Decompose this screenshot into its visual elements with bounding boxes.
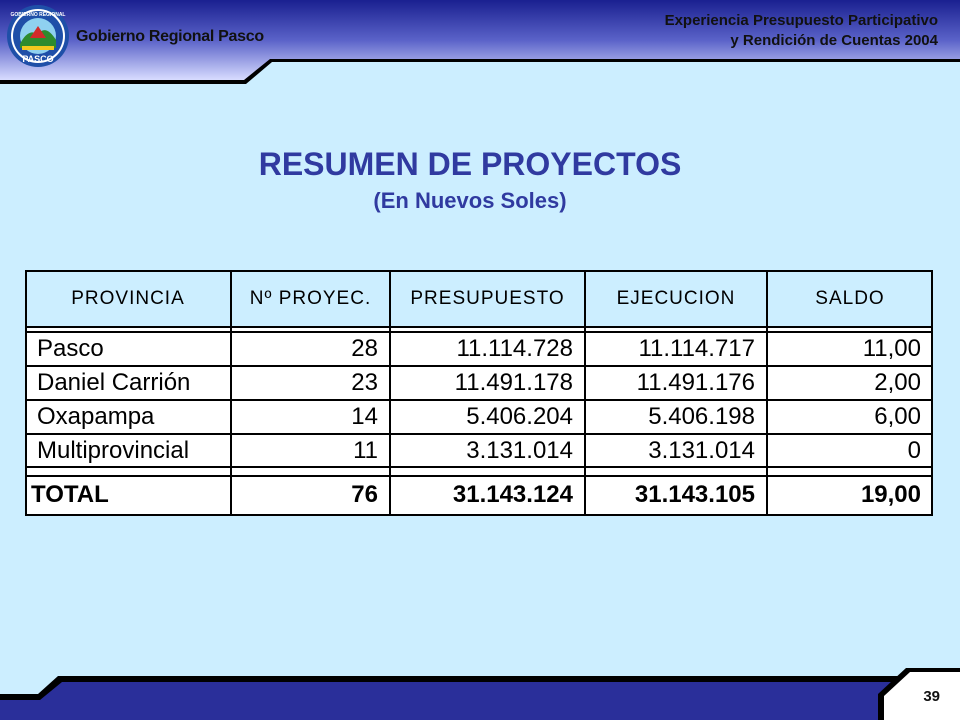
column-header: PRESUPUESTO (410, 288, 565, 309)
column-header: EJECUCION (616, 288, 736, 309)
table-cell: 3.131.014 (648, 437, 755, 464)
logo-arc-text: GOBIERNO REGIONAL (10, 12, 66, 18)
table-cell: 5.406.198 (648, 403, 755, 430)
column-header: Nº PROYEC. (249, 288, 372, 309)
table-cell: 3.131.014 (466, 437, 573, 464)
column-divider (230, 270, 232, 516)
logo-bottom-text: PASCO (22, 54, 54, 64)
table-cell: 11.114.728 (456, 335, 573, 362)
table-cell: 5.406.204 (466, 403, 573, 430)
org-name: Gobierno Regional Pasco (76, 28, 264, 45)
page-subtitle: (En Nuevos Soles) (373, 188, 567, 213)
row-divider (25, 433, 933, 435)
projects-summary-table (25, 270, 933, 516)
header-title-line2: y Rendición de Cuentas 2004 (730, 32, 938, 49)
column-divider (931, 270, 933, 516)
row-divider (25, 399, 933, 401)
total-top-border (25, 475, 933, 477)
table-cell: 11 (353, 437, 378, 464)
table-cell: Multiprovincial (37, 437, 190, 464)
table-cell: 19,00 (860, 481, 921, 508)
table-border-bottom (25, 514, 933, 516)
column-header: PROVINCIA (71, 288, 185, 309)
table-cell: Oxapampa (37, 403, 155, 430)
table-cell: TOTAL (31, 481, 109, 508)
presentation-header (665, 11, 938, 51)
table-cell: Pasco (37, 335, 104, 362)
body-bottom-border (25, 466, 933, 468)
table-cell: 0 (907, 437, 921, 464)
table-cell: 11.491.178 (454, 369, 573, 396)
table-cell: 23 (351, 369, 378, 396)
column-header: SALDO (815, 288, 885, 309)
column-divider (389, 270, 391, 516)
table-cell: 11.491.176 (636, 369, 755, 396)
table-cell: 31.143.105 (634, 481, 755, 508)
table-cell: 28 (351, 335, 378, 362)
column-divider (766, 270, 768, 516)
table-cell: 31.143.124 (452, 481, 573, 508)
table-cell: 6,00 (874, 403, 921, 430)
header-title-line1: Experiencia Presupuesto Participativo (664, 12, 938, 29)
row-divider (25, 365, 933, 367)
table-border-top (25, 270, 933, 272)
table-cell: 11.114.717 (638, 335, 755, 362)
page-title: RESUMEN DE PROYECTOS (258, 146, 682, 182)
table-cell: 2,00 (874, 369, 921, 396)
header-divider (25, 326, 933, 328)
bottom-band-dark (0, 682, 934, 720)
table-cell: 11,00 (862, 335, 921, 362)
table-cell: Daniel Carrión (37, 369, 191, 396)
table-cell: 76 (351, 481, 378, 508)
header-divider-double (25, 331, 933, 333)
gobierno-regional-logo (6, 4, 70, 68)
column-divider (25, 270, 27, 516)
column-divider (584, 270, 586, 516)
table-cell: 14 (351, 403, 378, 430)
page-number: 39 (923, 688, 940, 705)
